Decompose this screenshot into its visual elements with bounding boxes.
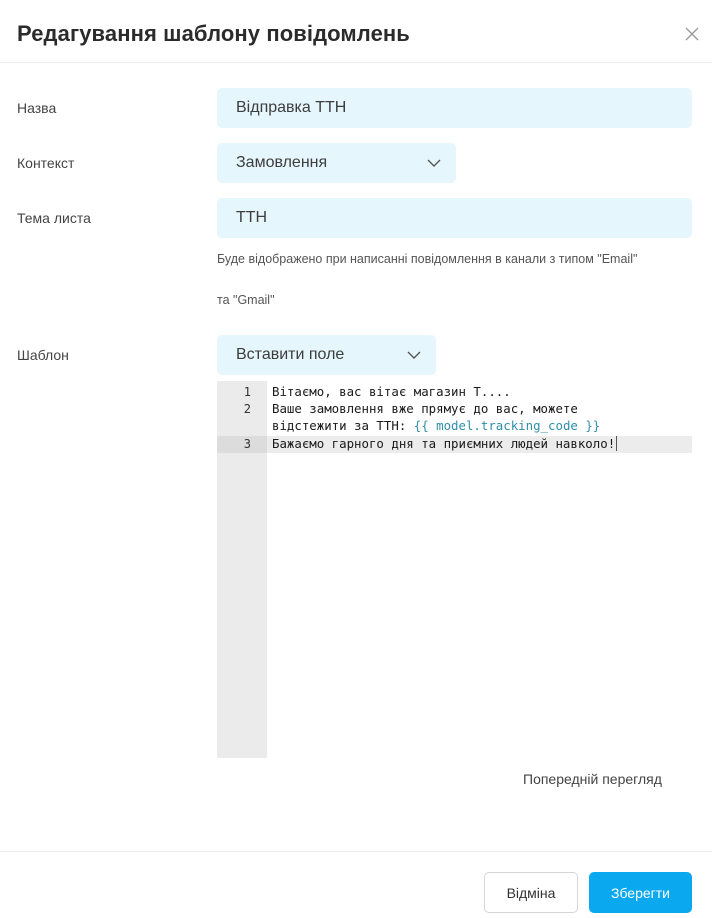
- context-select[interactable]: [217, 143, 456, 183]
- save-button[interactable]: Зберегти: [589, 872, 692, 913]
- template-label: Шаблон: [17, 347, 69, 363]
- close-icon[interactable]: [684, 26, 700, 42]
- line-number: 1: [243, 385, 251, 399]
- text-caret: [616, 436, 617, 451]
- dialog-footer: [0, 851, 712, 918]
- insert-field-select[interactable]: [217, 335, 436, 375]
- code-line-3[interactable]: [272, 436, 617, 451]
- code-line-2[interactable]: Ваше замовлення вже прямує до вас, можете: [272, 401, 578, 416]
- line-number: 2: [243, 402, 251, 416]
- subject-label: Тема листа: [17, 210, 91, 226]
- name-label: Назва: [17, 100, 57, 116]
- subject-hint-line2: та "Gmail": [217, 293, 275, 307]
- preview-link[interactable]: Попередній перегляд: [523, 771, 662, 787]
- subject-hint-line1: Буде відображено при написанні повідомлення в канали з типом "Email": [217, 252, 638, 266]
- name-input-value: Відправка ТТН: [236, 99, 347, 116]
- name-input[interactable]: [217, 88, 692, 128]
- template-variable: {{ model.tracking_code }}: [413, 418, 601, 433]
- code-line-1[interactable]: Вітаємо, вас вітає магазин Т....: [272, 384, 511, 399]
- context-select-value: Замовлення: [236, 154, 328, 171]
- subject-input-value: ТТН: [236, 209, 268, 226]
- line-number: 3: [243, 437, 251, 451]
- chevron-down-icon: [407, 351, 421, 359]
- insert-field-label: Вставити поле: [236, 346, 345, 363]
- dialog-header: [0, 0, 712, 63]
- code-line-2-wrap[interactable]: [272, 418, 600, 433]
- context-label: Контекст: [17, 155, 75, 171]
- chevron-down-icon: [427, 159, 441, 167]
- code-text: відстежити за ТТН:: [272, 418, 414, 433]
- code-text: Бажаємо гарного дня та приємних людей навколо!: [272, 436, 616, 451]
- dialog-title: Редагування шаблону повідомлень: [17, 21, 410, 46]
- subject-input[interactable]: [217, 198, 692, 238]
- template-code-editor[interactable]: [217, 381, 692, 758]
- cancel-button[interactable]: Відміна: [484, 872, 578, 913]
